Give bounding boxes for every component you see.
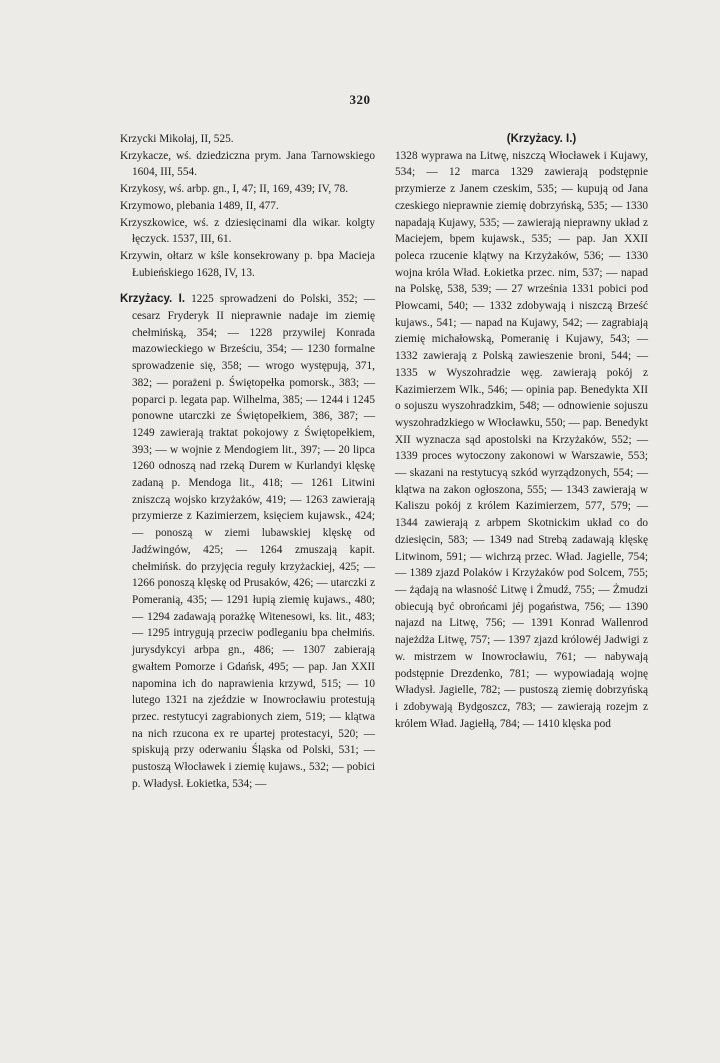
index-entry: Krzykacze, wś. dziedziczna prym. Jana Tarnowskiego 1604, III, 554. [120,149,375,179]
entry-text: 1225 sprowadzeni do Polski, 352; — cesarz Fryderyk II nieprawnie nadaje im ziemię chełmińską, 354; — 1228 przywilej Konrada mazowieckiego w Brześciu, 354; — 1230 formalne sprowadzenie się, 358; — wrogo występują, 371, 382; — porażeni p. Świętopełka pomorsk., 383; — poparci p. legata pap. Wilhelma, 385; — 1244 i 1245 ponowne utarczki ze Świętopełkiem, 386, 387; — 1249 zawierają traktat pokojowy z Świętopełkiem, 393; — w wojnie z Mendogiem lit., 397; — 20 lipca 1260 odnoszą nad rzeką Durem w Kurlandyi klęskę zadaną p. Mendoga lit., 418; — 1261 Litwini zniszczą wojsko krzyżaków, 419; — 1263 zawierają przymierze z Kazimierzem, księciem kujawsk., 424; — ponoszą w ziemi lubawskiej klęskę od Jadźwingów, 425; — 1264 zmuszają kapit. chełmińsk. do przyjęcia reguły krzyżackiej, 425; — 1266 ponoszą klęskę od Prusaków, 426; — utarczki z Pomeranią, 435; — 1291 łupią ziemię kujaws., 480; — 1294 zadawają porażkę Witenesowi, ks. lit., 483; — 1295 intrygują przeciw podleganiu bpa chełmińs. jurysdykcyi arbpa gn., 486; — 1307 zabierają gwałtem Pomorze i Gdańsk, 495; — pap. Jan XXII napomina ich do naprawienia krzywd, 515; — 10 lutego 1321 na zjeździe w Inowrocławiu protestują przec. restytucyi zagrabionych ziem, 519; — klątwa na nich rzucona ex re upartej protestacyi, 520; — spiskują przy oderwaniu Śląska od Polski, 531; — pustoszą Włocławek i ziemię kujaws., 532; — pobici p. Władysł. Łokietka, 534; — [132,293,376,790]
main-entry [120,291,375,792]
left-column [120,131,375,792]
index-entry: Krzycki Mikołaj, II, 525. [120,133,234,145]
index-entry: Krzywin, ołtarz w kśle konsekrowany p. bpa Macieja Łubieńskiego 1628, IV, 13. [120,249,375,279]
continued-head: (Krzyżacy. I.) [506,133,577,145]
page-number: 320 [349,92,371,107]
continued-entry-text: 1328 wyprawa na Litwę, niszczą Włocławek i Kujawy, 534; — 12 marca 1329 zawierają podstępnie przymierze z Janem czeskim, 535; — kupują od Jana czeskiego nieprawnie ziemię dobrzyńską, 535; — 1330 napadają Kujawy, 535; — zawierają nieprawny układ z Maciejem, bpem kujawsk., 535; — pap. Jan XXII poleca rzucenie klątwy na Krzyżaków, 536; — 1330 wojna króla Wład. Łokietka przec. nim, 537; — napad na Polskę, 538, 539; — 27 września 1331 pobici pod Płowcami, 540; — 1332 zdobywają i niszczą Brześć kujaws., 541; — napad na Kujawy, 542; — zagrabiają ziemię michałowską, Pomeranię i Kujawy, 543; — 1332 zawierają z Polską zawieszenie broni, 544; — 1335 w Wyszohradzie węg. zawierają pokój z Kazimierzem Wlk., 546; — opinia pap. Benedykta XII o sojuszu wyszohradzkim, 548; — odnowienie sojuszu wyszohradzkiego w Włocławku, 550; — pap. Benedykt XII wyznacza sąd apostolski na Krzyżaków, 552; — 1339 proces wytoczony zakonowi w Warszawie, 553; — skazani na restytucyą szkód wyrządzonych, 554; — klątwa na zakon ogłoszona, 555; — 1343 zawierają w Kaliszu pokój z królem Kazimierzem, 577, 579; — 1344 zawierają z arbpem Skotnickim układ co do dziesięcin, 583; — 1349 nad Strebą zadawają klęskę Litwinom, 591; — wichrzą przec. Wład. Jagielle, 754; — 1389 zjazd Polaków i Krzyżaków pod Solcem, 755; — żądają na własność Litwę i Żmudź, 755; — Żmudzi obiecują być obrońcami jéj pogaństwa, 756; — 1390 najazd na Litwę, 756; — 1391 Konrad Wallenrod najeżdża Litwę, 757; — 1397 zjazd królowéj Jadwigi z w. mistrzem w Inowrocławiu, 761; — nabywają podstępnie Drezdenko, 781; — wypowiadają wojnę Władysł. Jagielle, 782; — pustoszą ziemię dobrzyńską i zdobywają Bydgoszcz, 783; — zawierają rozejm z królem Wład. Jagiełłą, 784; — 1410 klęska pod [395,149,648,730]
entry-head: Krzyżacy. I. [120,293,186,306]
entry-gap [120,281,375,291]
index-entry: Krzykosy, wś. arbp. gn., I, 47; II, 169, 439; IV, 78. [120,183,349,196]
index-entry: Krzymowo, plebania 1489, II, 477. [120,199,279,212]
right-column [395,131,648,732]
index-entry: Krzyszkowice, wś. z dziesięcinami dla wikar. kolgty łęczyck. 1537, III, 61. [120,216,375,246]
